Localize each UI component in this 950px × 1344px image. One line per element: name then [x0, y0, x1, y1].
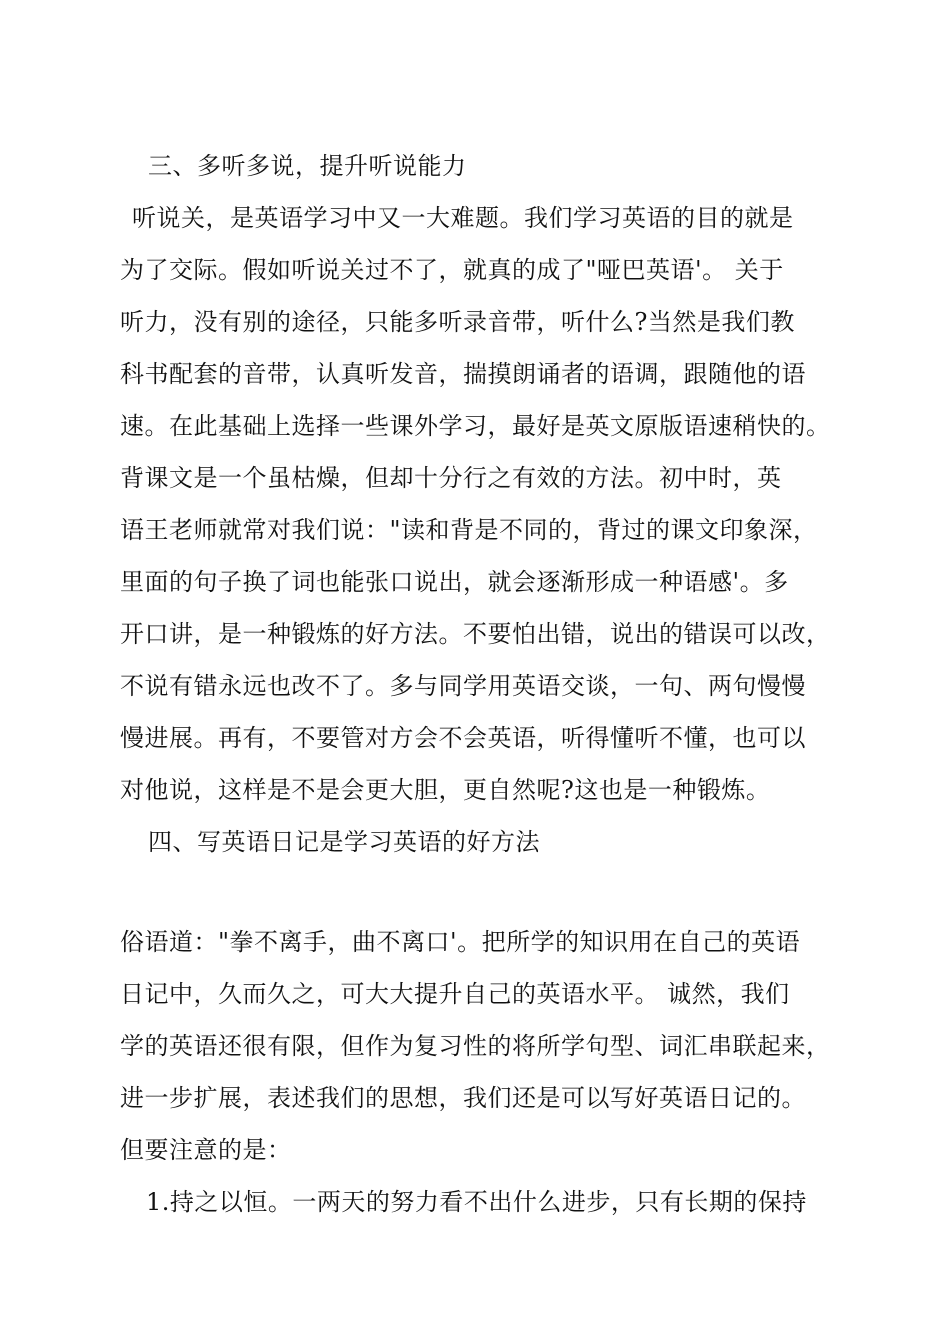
paragraph-line: 慢进展。再有，不要管对方会不会英语，听得懂听不懂，也可以: [120, 724, 806, 752]
list-item-1: 1.持之以恒。一两天的努力看不出什么进步，只有长期的保持: [146, 1188, 807, 1216]
paragraph-line: 进一步扩展，表述我们的思想，我们还是可以写好英语日记的。: [120, 1084, 806, 1112]
paragraph-line: 背课文是一个虽枯燥，但却十分行之有效的方法。初中时，英: [120, 464, 782, 492]
paragraph-line: 速。在此基础上选择一些课外学习，最好是英文原版语速稍快的。: [120, 412, 831, 440]
paragraph-line: 开口讲，是一种锻炼的好方法。不要怕出错，说出的错误可以改，: [120, 620, 831, 648]
paragraph-line: 俗语道："拳不离手，曲不离口'。把所学的知识用在自己的英语: [120, 928, 801, 956]
section-heading-4: 四、写英语日记是学习英语的好方法: [148, 828, 540, 856]
paragraph-line: 学的英语还很有限，但作为复习性的将所学句型、词汇串联起来，: [120, 1032, 831, 1060]
paragraph-line: 不说有错永远也改不了。多与同学用英语交谈，一句、两句慢慢: [120, 672, 806, 700]
paragraph-line: 听力，没有别的途径，只能多听录音带，听什么?当然是我们教: [120, 308, 795, 336]
section-heading-3: 三、多听多说，提升听说能力: [148, 152, 467, 180]
paragraph-line: 里面的句子换了词也能张口说出，就会逐渐形成一种语感'。多: [120, 568, 789, 596]
paragraph-line: 语王老师就常对我们说："读和背是不同的，背过的课文印象深，: [120, 516, 818, 544]
paragraph-line: 听说关，是英语学习中又一大难题。我们学习英语的目的就是: [132, 204, 794, 232]
paragraph-line: 日记中，久而久之，可大大提升自己的英语水平。 诚然，我们: [120, 980, 790, 1008]
paragraph-line: 但要注意的是：: [120, 1136, 292, 1164]
paragraph-line: 对他说，这样是不是会更大胆，更自然呢?这也是一种锻炼。: [120, 776, 771, 804]
paragraph-line: 为了交际。假如听说关过不了，就真的成了"哑巴英语'。 关于: [120, 256, 784, 284]
paragraph-line: 科书配套的音带，认真听发音，揣摸朗诵者的语调，跟随他的语: [120, 360, 806, 388]
